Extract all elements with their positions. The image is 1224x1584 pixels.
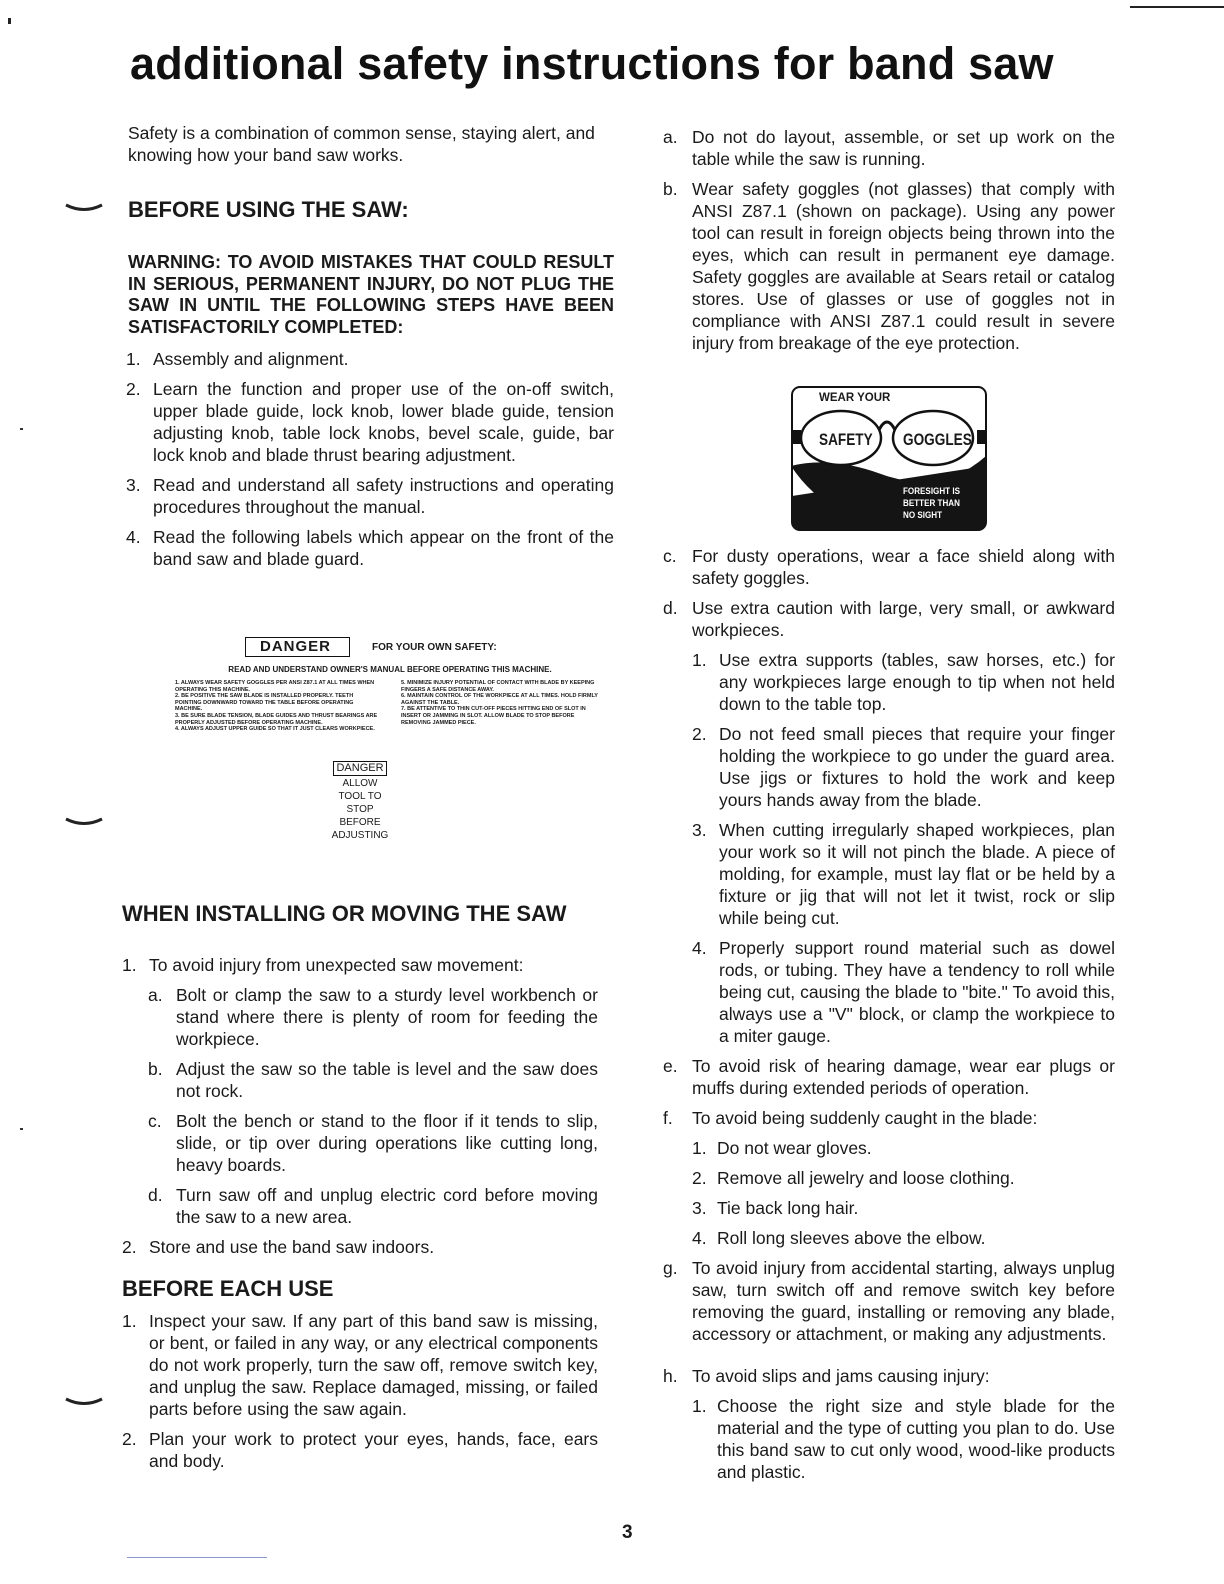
danger-rule: 6. MAINTAIN CONTROL OF THE WORKPIECE AT ALL TIMES. HOLD FIRMLY AGAINST THE TABLE. xyxy=(401,693,598,706)
danger-small-line: ADJUSTING xyxy=(331,830,389,841)
warning-text: WARNING: TO AVOID MISTAKES THAT COULD RESULT IN SERIOUS, PERMANENT INJURY, DO NOT PLUG THE SAW IN UNTIL THE FOLLOWING STEPS HAVE BEEN SATISFACTORILY COMPLETED: xyxy=(128,252,614,337)
margin-swoosh xyxy=(64,202,104,214)
list-item: a. Bolt or clamp the saw to a sturdy level workbench or stand where there is plenty of room for feeding the workpiece. xyxy=(148,985,598,1049)
list-item: 1. Inspect your saw. If any part of this band saw is missing, or bent, or failed in any way, or any electrical components do not work properly, turn the saw off, remove switch key, and unplug the saw. Replace damaged, missing, or failed parts before using the saw again. xyxy=(122,1311,598,1419)
bottom-line xyxy=(127,1557,267,1558)
installing-sublist xyxy=(122,984,598,1228)
list-item: 4. Read the following labels which appear on the front of the band saw and blade guard. xyxy=(126,527,614,569)
list-item: 4. Roll long sleeves above the elbow. xyxy=(692,1228,986,1248)
danger-rule: 1. ALWAYS WEAR SAFETY GOGGLES PER ANSI Z87.1 AT ALL TIMES WHEN OPERATING THIS MACHINE. xyxy=(175,680,375,693)
danger-small-line: TOOL TO xyxy=(338,791,382,802)
right-column xyxy=(663,126,1115,354)
list-item: 1. To avoid injury from unexpected saw movement: xyxy=(122,955,524,975)
danger-small-line: ALLOW xyxy=(342,778,378,789)
installing-heading: WHEN INSTALLING OR MOVING THE SAW xyxy=(122,901,567,926)
danger-badge-small: DANGER xyxy=(333,761,386,776)
margin-swoosh xyxy=(64,1396,104,1408)
list-item: d. Turn saw off and unplug electric cord before moving the saw to a new area. xyxy=(148,1185,598,1227)
left-column-lower xyxy=(122,900,598,1472)
top-rule xyxy=(1130,6,1224,8)
d-sublist xyxy=(663,649,1115,1047)
danger-rule: 4. ALWAYS ADJUST UPPER GUIDE SO THAT IT JUST CLEARS WORKPIECE. xyxy=(175,726,375,733)
list-item: h. To avoid slips and jams causing injury: xyxy=(663,1366,990,1386)
safety-goggles-label xyxy=(791,386,987,531)
page-title: additional safety instructions for band saw xyxy=(130,38,1054,89)
danger-col-1 xyxy=(175,680,379,733)
before-using-heading: BEFORE USING THE SAW: xyxy=(128,197,409,222)
margin-swoosh xyxy=(64,816,104,828)
list-item: 4. Properly support round material such as dowel rods, or tubing. They have a tendency to roll while being cut, causing the blade to "bite." To avoid this, always use a "V" block, or clamp the workpiece to a miter gauge. xyxy=(692,938,1115,1046)
list-item: 1. Assembly and alignment. xyxy=(126,349,349,369)
list-item: 2. Remove all jewelry and loose clothing. xyxy=(692,1168,1015,1188)
danger-small-line: STOP xyxy=(346,804,374,815)
wear-your-text: WEAR YOUR xyxy=(819,392,891,404)
list-item: 1. Use extra supports (tables, saw horses, etc.) for any workpieces large enough to tip when not held down to the table top. xyxy=(692,650,1115,714)
list-item: b. Wear safety goggles (not glasses) that comply with ANSI Z87.1 (shown on package). Using any power tool can result in foreign objects being thrown into the eyes, which can result in permanent eye damage. Safety goggles are available at Sears retail or catalog stores. Use of glasses or use of goggles not in compliance with ANSI Z87.1 could result in severe injury from breakage of the eye protection. xyxy=(663,179,1115,353)
danger-small-line: BEFORE xyxy=(339,817,381,828)
safety-word: SAFETY xyxy=(819,430,873,449)
list-item: 3. Tie back long hair. xyxy=(692,1198,859,1218)
right-column-lower xyxy=(663,545,1115,1483)
foresight-text: FORESIGHT IS BETTER THAN NO SIGHT xyxy=(903,486,960,521)
danger-label-small xyxy=(328,758,392,841)
list-item: 2. Plan your work to protect your eyes, hands, face, ears and body. xyxy=(122,1429,598,1471)
danger-rule: 5. MINIMIZE INJURY POTENTIAL OF CONTACT WITH BLADE BY KEEPING FINGERS A SAFE DISTANCE AWAY. xyxy=(401,680,595,693)
list-item: c. Bolt the bench or stand to the floor if it tends to slip, slide, or tip over during operations like cutting long, heavy boards. xyxy=(148,1111,598,1175)
danger-rule: 2. BE POSITIVE THE SAW BLADE IS INSTALLED PROPERLY. TEETH POINTING DOWNWARD TOWARD THE TABLE BEFORE OPERATING MACHINE. xyxy=(175,693,354,713)
list-item: 1. Choose the right size and style blade for the material and the type of cutting you plan to do. Use this band saw to cut only wood, wood-like products and plastic. xyxy=(692,1396,1115,1482)
list-item: g. To avoid injury from accidental starting, always unplug saw, turn switch off and remove switch key before removing the guard, installing or removing any blade, accessory or attachment, or making any adjustments. xyxy=(663,1258,1115,1344)
list-item: a. Do not do layout, assemble, or set up work on the table while the saw is running. xyxy=(663,127,1115,169)
danger-rule: 3. BE SURE BLADE TENSION, BLADE GUIDES AND THRUST BEARINGS ARE PROPERLY ADJUSTED BEFORE OPERATING MACHINE. xyxy=(175,712,378,726)
list-item: f. To avoid being suddenly caught in the blade: xyxy=(663,1108,1038,1128)
list-item: 1. Do not wear gloves. xyxy=(692,1138,872,1158)
list-item: e. To avoid risk of hearing damage, wear ear plugs or muffs during extended periods of operation. xyxy=(663,1056,1115,1098)
corner-mark xyxy=(8,18,11,24)
each-use-heading: BEFORE EACH USE xyxy=(122,1276,334,1301)
each-use-list xyxy=(122,1310,598,1472)
danger-fine-print xyxy=(175,680,605,733)
before-using-list xyxy=(122,348,614,570)
intro-paragraph: Safety is a combination of common sense, staying alert, and knowing how your band saw works. xyxy=(128,123,595,165)
f-sublist xyxy=(663,1137,1115,1249)
list-item: c. For dusty operations, wear a face shield along with safety goggles. xyxy=(663,546,1115,588)
list-item: 3. When cutting irregularly shaped workpieces, plan your work so it will not pinch the blade. A piece of molding, for example, must lay flat or be held by a fixture or jig that will not let it twist, rock or slip while being cut. xyxy=(692,820,1115,928)
danger-label-header xyxy=(245,637,605,657)
goggles-word: GOGGLES xyxy=(903,430,972,449)
list-item: d. Use extra caution with large, very small, or awkward workpieces. xyxy=(663,598,1115,640)
danger-col-2 xyxy=(401,680,605,733)
left-column xyxy=(122,122,614,570)
page-number: 3 xyxy=(622,1522,633,1543)
list-item: 2. Store and use the band saw indoors. xyxy=(122,1237,435,1257)
list-item: 2. Do not feed small pieces that require your finger holding the workpiece to go under the guard area. Use jigs or fixtures to hold the work and keep yours hands away from the blade. xyxy=(692,724,1115,810)
margin-dot xyxy=(20,1128,23,1130)
danger-heading: READ AND UNDERSTAND OWNER'S MANUAL BEFORE OPERATING THIS MACHINE. xyxy=(228,665,552,674)
list-item: b. Adjust the saw so the table is level and the saw does not rock. xyxy=(148,1059,598,1101)
danger-subtitle: FOR YOUR OWN SAFETY: xyxy=(372,641,497,653)
list-item: 3. Read and understand all safety instructions and operating procedures throughout the manual. xyxy=(126,475,614,517)
danger-badge: DANGER xyxy=(245,637,350,657)
list-item: 2. Learn the function and proper use of the on-off switch, upper blade guide, lock knob, lower blade guide, tension adjusting knob, table lock knobs, bevel scale, guide, bar lock knob and blade thrust bearing adjustment. xyxy=(126,379,614,465)
danger-rule: 7. BE ATTENTIVE TO THIN CUT-OFF PIECES HITTING END OF SLOT IN INSERT OR JAMMING IN SLOT. ALLOW BLADE TO STOP BEFORE REMOVING JAMMED PIECE. xyxy=(401,706,586,726)
h-sublist xyxy=(663,1395,1115,1483)
danger-label xyxy=(175,637,605,733)
margin-dot xyxy=(20,428,23,430)
